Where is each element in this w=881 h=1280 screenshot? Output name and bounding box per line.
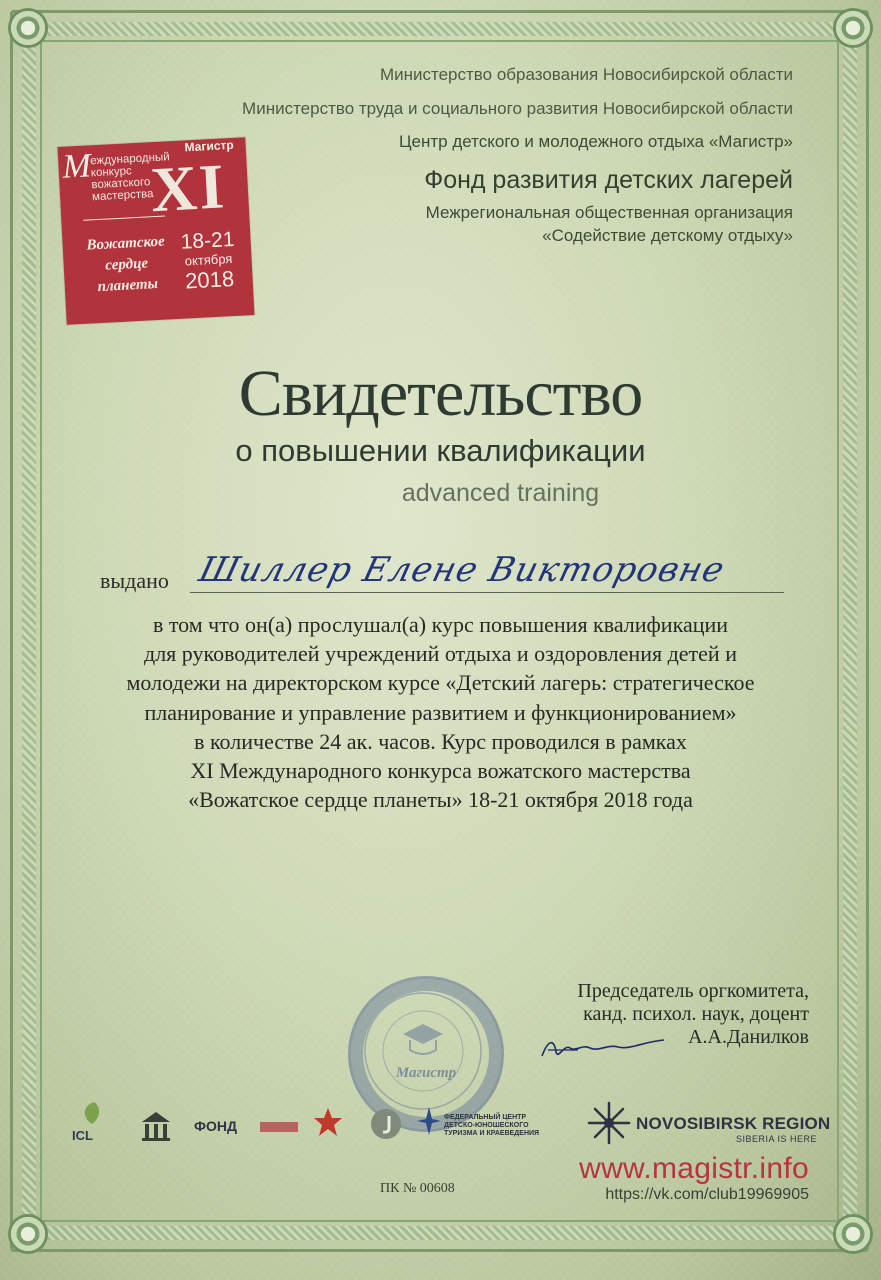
partner-mark-icon: [258, 1116, 300, 1140]
compass-star-icon: [416, 1106, 442, 1136]
fond-logo: ФОНД: [194, 1118, 237, 1134]
serial-number: ПК № 00608: [380, 1181, 455, 1196]
region-tagline: SIBERIA IS HERE: [736, 1134, 818, 1144]
region-name: NOVOSIBIRSK REGION: [636, 1114, 831, 1133]
contest-logo: [57, 137, 254, 325]
body-line: молодежи на директорском курсе «Детский лагерь: стратегическое: [126, 670, 755, 696]
logo-contest: еждународный конкурс вожатского мастерства: [89, 151, 170, 204]
star-icon: [312, 1106, 344, 1138]
j-circle-icon: [370, 1108, 402, 1140]
org-camp-fund: Фонд развития детских лагерей: [424, 166, 793, 194]
website-link[interactable]: www.magistr.info: [579, 1152, 809, 1185]
recipient-underline: [190, 592, 784, 593]
org-ministry-labor: Министерство труда и социального развития Новосибирской области: [242, 99, 793, 118]
recipient-name: Шиллер Елене Викторовне: [195, 550, 730, 590]
body-line: «Вожатское сердце планеты» 18-21 октября 2018 года: [188, 787, 693, 813]
org-magistr-center: Центр детского и молодежного отдыха «Магистр»: [398, 132, 793, 151]
star-logo: [310, 1100, 346, 1148]
body-line: XI Международного конкурса вожатского мастерства: [190, 758, 691, 784]
signatory-position: Председатель оргкомитета,: [577, 980, 809, 1002]
signatory-degree: канд. психол. наук, доцент: [583, 1003, 809, 1025]
logo-contest-name: Вожатское сердце планеты: [86, 233, 166, 296]
corner-rosette-icon: [8, 1214, 48, 1254]
logo-brand: Магистр: [184, 137, 234, 155]
signature-icon: [538, 1030, 668, 1064]
corner-rosette-icon: [833, 1214, 873, 1254]
body-line: для руководителей учреждений отдыха и оздоровления детей и: [144, 641, 737, 667]
partner-building-logo: [136, 1100, 176, 1148]
partner-logo: [256, 1100, 302, 1148]
partner-logos: [70, 1100, 550, 1148]
body-line: в количестве 24 ак. часов. Курс проводился в рамках: [194, 728, 687, 754]
logo-letter: М: [61, 147, 92, 186]
logo-roman-numeral: XI: [148, 150, 228, 226]
org-interregional: Межрегиональная общественная организация: [425, 203, 793, 222]
issued-label: выдано: [100, 568, 169, 593]
org-ministry-education: Министерство образования Новосибирской области: [379, 65, 793, 84]
logo-dates: 18-21 октября 2018: [180, 227, 236, 294]
federal-center-logo: ФЕДЕРАЛЬНЫЙ ЦЕНТР ДЕТСКО-ЮНОШЕСКОГО ТУРИЗМА И КРАЕВЕДЕНИЯ: [416, 1100, 556, 1148]
building-icon: [138, 1108, 174, 1144]
document-subtitle-en: advanced training: [401, 479, 600, 507]
body-line: планирование и управление развитием и функционированием»: [144, 699, 737, 725]
certificate-body: [60, 610, 821, 814]
vk-link[interactable]: https://vk.com/club19969905: [605, 1186, 809, 1203]
seal-text: Магистр: [395, 1065, 457, 1081]
corner-rosette-icon: [8, 8, 48, 48]
document-title: Свидетельство: [238, 357, 643, 430]
j-logo: [368, 1100, 404, 1148]
body-line: в том что он(а) прослушал(а) курс повышения квалификации: [152, 612, 729, 637]
org-assistance: «Содействие детскому отдыху»: [542, 226, 793, 245]
document-subtitle: о повышении квалификации: [235, 433, 646, 468]
icl-logo: ICL: [70, 1100, 112, 1148]
snowflake-icon: [586, 1100, 632, 1146]
corner-rosette-icon: [833, 8, 873, 48]
leaf-icon: [80, 1100, 104, 1126]
signatory-name: А.А.Данилков: [688, 1026, 809, 1048]
